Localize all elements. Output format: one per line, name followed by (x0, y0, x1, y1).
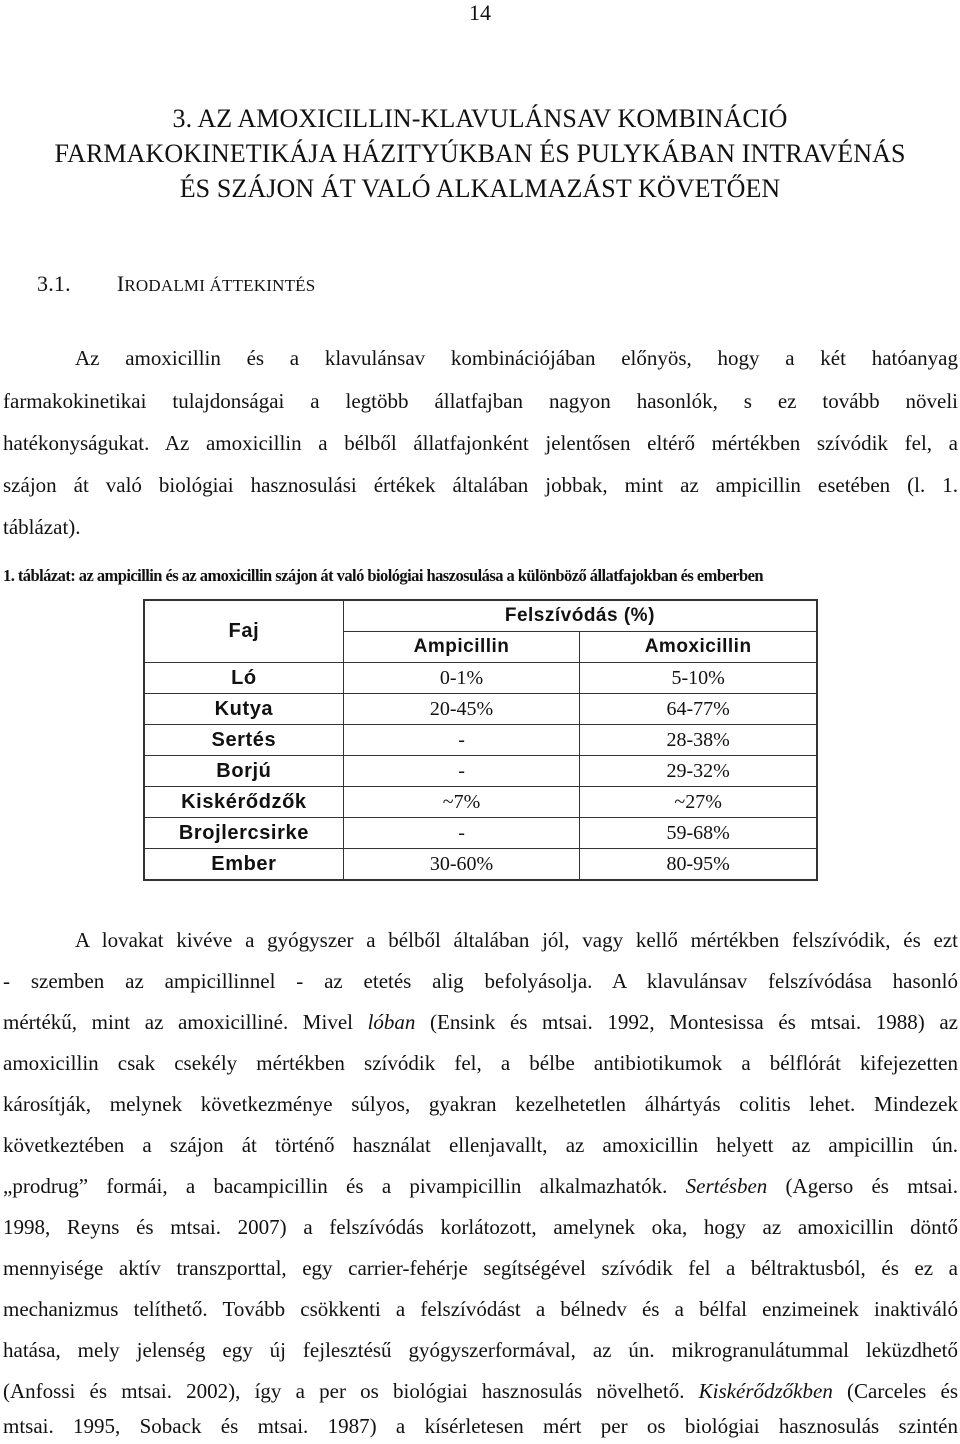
paragraph-line: mtsai. 1995, Soback és mtsai. 1987) a kísérletesen mért per os biológiai hasznosulás szintén (3, 1414, 958, 1438)
italic-term: Kiskérődzőkben (698, 1379, 833, 1403)
ampicillin-cell: 20-45% (343, 694, 580, 725)
species-cell: Borjú (144, 756, 343, 787)
amoxicillin-cell: 59-68% (580, 818, 817, 849)
ampicillin-cell: 30-60% (343, 849, 580, 881)
chapter-title-line-2: FARMAKOKINETIKÁJA HÁZITYÚKBAN ÉS PULYKÁBAN INTRAVÉNÁS (54, 139, 906, 168)
paragraph-line: mechanizmus telíthető. Tovább csökkenti a felszívódást a bélnedv és a bélfal enzimeinek inaktiváló (3, 1297, 958, 1321)
section-title-rest: RODALMI ÁTTEKINTÉS (124, 276, 316, 295)
table-row (144, 725, 817, 756)
paragraph-line: károsítják, melynek következménye súlyos, gyakran kezelhetetlen álhártyás colitis lehet. Mindezek (3, 1092, 958, 1116)
paragraph-line: hatékonyságukat. Az amoxicillin a bélből állatfajonként jelentősen eltérő mértékben szívódik fel, a (3, 431, 958, 455)
paragraph-line: következtében a szájon át történő használat ellenjavallt, az amoxicillin helyett az ampicillin ún. (3, 1133, 958, 1157)
page-number: 14 (469, 0, 491, 25)
section-heading (37, 271, 315, 297)
chapter-title-line-1: 3. AZ AMOXICILLIN-KLAVULÁNSAV KOMBINÁCIÓ (172, 104, 788, 133)
species-cell: Ló (144, 663, 343, 694)
header-absorption: Felszívódás (%) (343, 600, 817, 632)
chapter-title (0, 101, 960, 206)
paragraph-line: Az amoxicillin és a klavulánsav kombinációjában előnyös, hogy a két hatóanyag (75, 346, 958, 370)
italic-term: lóban (367, 1010, 416, 1034)
amoxicillin-cell: 28-38% (580, 725, 817, 756)
ampicillin-cell: ~7% (343, 787, 580, 818)
ampicillin-cell: - (343, 818, 580, 849)
section-number: 3.1. (37, 271, 71, 296)
paragraph-line: amoxicillin csak csekély mértékben szívódik fel, a bélbe antibiotikumok a bélflórát kifejezetten (3, 1051, 958, 1075)
ampicillin-cell: 0-1% (343, 663, 580, 694)
table-row (144, 694, 817, 725)
header-species: Faj (144, 600, 343, 663)
paragraph-line: szájon át való biológiai hasznosulási értékek általában jobbak, mint az ampicillin esetében (l. 1. (3, 473, 958, 497)
italic-term: Sertésben (685, 1174, 768, 1198)
paragraph-line: farmakokinetikai tulajdonságai a legtöbb állatfajban nagyon hasonlók, s ez tovább növeli (3, 389, 958, 413)
amoxicillin-cell: 80-95% (580, 849, 817, 881)
header-amoxicillin: Amoxicillin (580, 632, 817, 663)
header-ampicillin: Ampicillin (343, 632, 580, 663)
paragraph-line: hatása, mely jelenség egy új fejlesztésű gyógyszerformával, az ún. mikrogranulátummal leküzdhető (3, 1338, 958, 1362)
species-cell: Kiskérődzők (144, 787, 343, 818)
table-row (144, 818, 817, 849)
ampicillin-cell: - (343, 756, 580, 787)
table-caption: 1. táblázat: az ampicillin és az amoxicillin szájon át való biológiai haszosulása a különböző állatfajokban és emberben (3, 566, 764, 585)
table-header-row (144, 600, 817, 632)
paragraph-line: A lovakat kivéve a gyógyszer a bélből általában jól, vagy kellő mértékben felszívódik, és ezt (75, 928, 958, 952)
chapter-title-line-3: ÉS SZÁJON ÁT VALÓ ALKALMAZÁST KÖVETŐEN (179, 174, 781, 203)
species-cell: Sertés (144, 725, 343, 756)
table-row (144, 663, 817, 694)
amoxicillin-cell: 5-10% (580, 663, 817, 694)
paragraph-line: „prodrug” formái, a bacampicillin és a pivampicillin alkalmazhatók. Sertésben (Agerso és mtsai. (3, 1174, 958, 1198)
table-row (144, 849, 817, 881)
paragraph-line: 1998, Reyns és mtsai. 2007) a felszívódás korlátozott, amelynek oka, hogy az amoxicillin döntő (3, 1215, 958, 1239)
table-row (144, 756, 817, 787)
paragraph-line: (Anfossi és mtsai. 2002), így a per os biológiai hasznosulás növelhető. Kiskérődzőkben (Carceles és (3, 1379, 958, 1403)
section-title-initial: I (116, 271, 125, 296)
table-row (144, 787, 817, 818)
amoxicillin-cell: 29-32% (580, 756, 817, 787)
paragraph-line: mennyisége aktív transzporttal, egy carrier-fehérje segítségével szívódik fel a béltraktusból, és ez a (3, 1256, 958, 1280)
amoxicillin-cell: 64-77% (580, 694, 817, 725)
ampicillin-cell: - (343, 725, 580, 756)
paragraph-line: - szemben az ampicillinnel - az etetés alig befolyásolja. A klavulánsav felszívódása hasonló (3, 969, 958, 993)
species-cell: Brojlercsirke (144, 818, 343, 849)
paragraph-line: mértékű, mint az amoxicilliné. Mivel lóban (Ensink és mtsai. 1992, Montesissa és mtsai. 1988) az (3, 1010, 958, 1034)
amoxicillin-cell: ~27% (580, 787, 817, 818)
species-cell: Ember (144, 849, 343, 881)
paragraph-line: táblázat). (3, 515, 81, 539)
species-cell: Kutya (144, 694, 343, 725)
absorption-table (143, 599, 818, 881)
